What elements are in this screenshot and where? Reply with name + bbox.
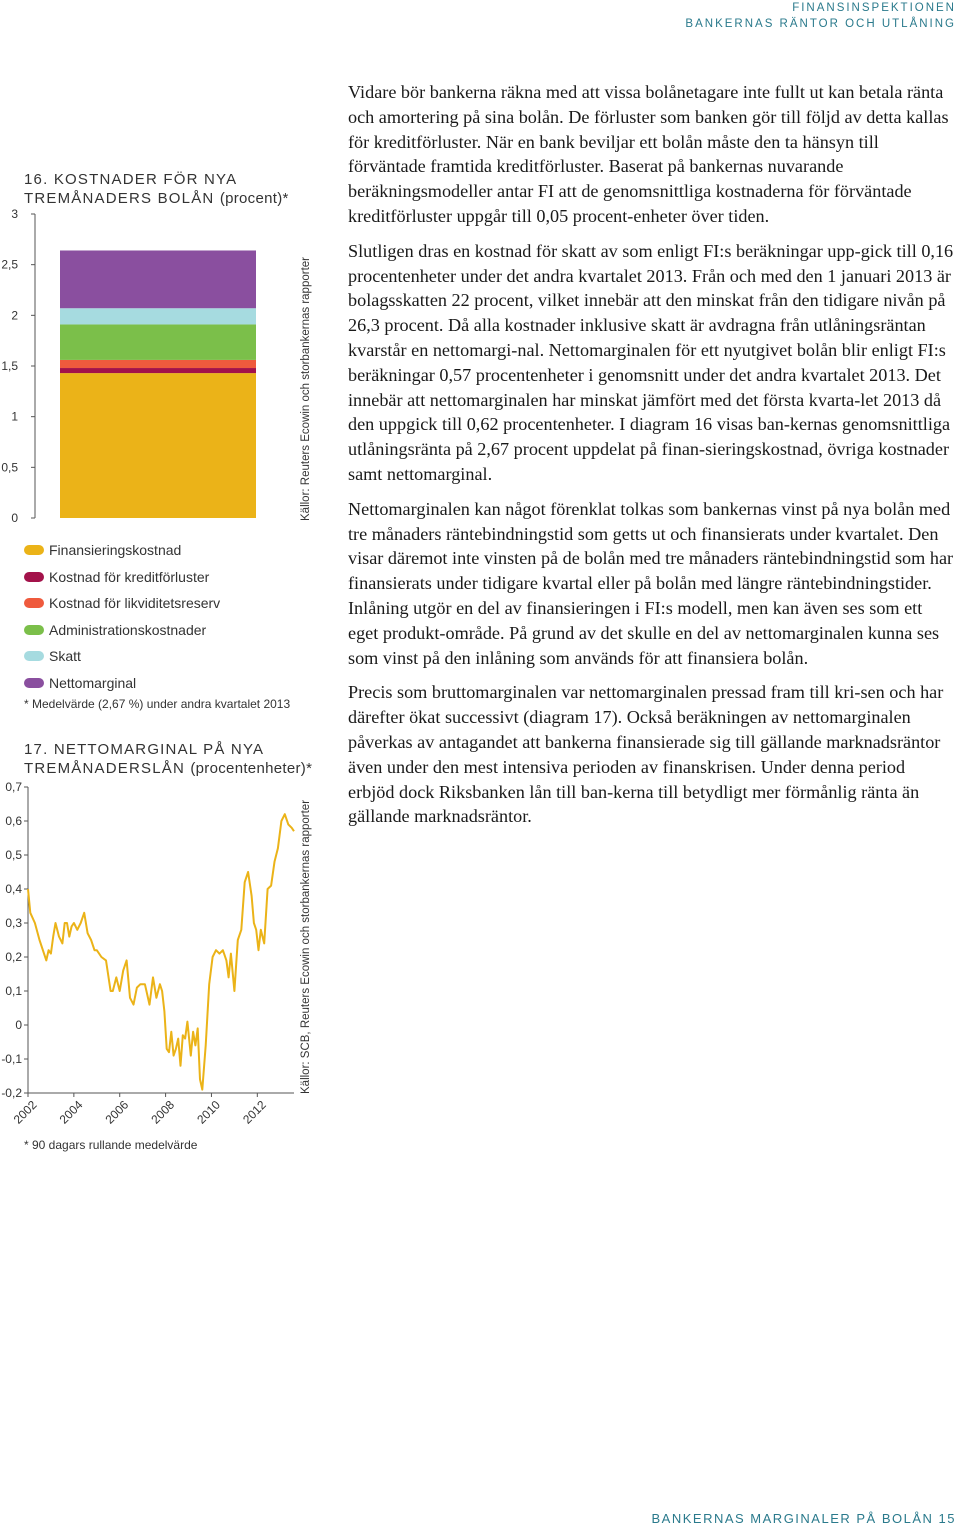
chart16-number: 16. [24, 171, 49, 188]
legend-swatch [24, 545, 44, 555]
legend-label: Nettomarginal [49, 674, 137, 691]
y-tick-label: 3 [11, 207, 18, 221]
y-tick-label: 0,7 [5, 780, 22, 794]
y-tick-label: 0 [15, 1018, 22, 1032]
chart16-legend [24, 537, 220, 696]
chart17-unit: (procentenheter)* [190, 760, 313, 777]
chart16-title-line2: TREMÅNADERS BOLÅN [24, 190, 215, 207]
legend-item-finansieringskostnad [24, 537, 220, 564]
page-number: 15 [938, 1511, 956, 1526]
y-tick-label: -0,2 [1, 1086, 22, 1100]
y-tick-label: 0,3 [5, 916, 22, 930]
y-tick-label: 0,5 [1, 460, 18, 475]
y-tick-label: 0,5 [5, 848, 22, 862]
x-tick-label: 2008 [148, 1097, 178, 1127]
chart16-title-line1: KOSTNADER FÖR NYA [53, 171, 238, 188]
bar-segment-finansieringskostnad [60, 373, 256, 518]
header-report: BANKERNAS RÄNTOR OCH UTLÅNING [685, 18, 956, 30]
legend-swatch [24, 678, 44, 688]
header-org: FINANSINSPEKTIONEN [792, 2, 956, 14]
x-tick-label: 2006 [102, 1097, 132, 1127]
y-tick-label: 1,5 [1, 359, 18, 373]
bar-segment-skatt [60, 308, 256, 324]
bar-segment-nettomarginal [60, 250, 256, 308]
chart17-source: Källor: SCB, Reuters Ecowin och storbankernas rapporter [300, 799, 312, 1094]
chart17-title-line1: NETTOMARGINAL PÅ NYA [53, 741, 265, 758]
page-footer [652, 1511, 957, 1526]
x-tick-label: 2012 [240, 1097, 269, 1127]
legend-item-kreditforluster [24, 564, 220, 591]
x-tick-label: 2004 [56, 1097, 86, 1127]
chart16-plot [0, 200, 300, 540]
legend-swatch [24, 598, 44, 608]
nettomarginal-line [28, 814, 294, 1089]
y-tick-label: 0 [11, 511, 18, 525]
chart16-unit: (procent)* [219, 190, 289, 207]
y-tick-label: 0,4 [5, 882, 22, 896]
paragraph: Slutligen dras en kostnad för skatt av som enligt FI:s beräkningar upp-gick till 0,16 procentenheter under det andra kvartalet 2013. Från och med den 1 januari 2013 är bolagsskatten 22 procent, vilket innebär att den minskat från den tidigare nivån på 26,3 procent. Då alla kostnader inklusive skatt är avdragna från utlåningsräntan kvarstår en nettomargi-nal. Nettomarginalen för ett nyutgivet bolån blir enligt FI:s beräkningar 0,57 procentenheter i genomsnitt under det andra kvartalet 2013. Det innebär att nettomarginalen har minskat jämfört med det första kvarta-let 2013 då den uppgick till 0,62 procentenheter. I diagram 16 visas ban-kernas genomsnittliga utlåningsränta på 2,67 procent uppdelat på finan-sieringskostnad, övriga kostnader samt nettomarginal. [348, 240, 954, 484]
y-tick-label: 2 [11, 308, 18, 323]
legend-item-administrationskostnader [24, 617, 220, 644]
legend-swatch [24, 572, 44, 582]
chart17-title [24, 740, 312, 778]
legend-item-likviditetsreserv [24, 590, 220, 617]
y-tick-label: 0,2 [5, 950, 22, 964]
chart16-source: Källor: Reuters Ecowin och storbankernas rapporter [300, 257, 312, 521]
legend-swatch [24, 625, 44, 635]
paragraph: Nettomarginalen kan något förenklat tolkas som bankernas vinst på nya bolån med tre månaders räntebindningstid som getts ut och finansierats under kvartalet. Den visar däremot inte vinsten på de bolån med tre månaders räntebindningstid som har finansierats under tidigare kvartal eller på bolån med längre räntebindningstider. Inlåning utgör en del av finansieringen i FI:s modell, men kan även ses som ett eget produkt-område. På grund av det skulle en del av nettomarginalen kunna ses som vinst på den inlåning som används för att finansiera bolån. [348, 498, 954, 668]
y-tick-label: -0,1 [1, 1052, 22, 1066]
y-tick-label: 0,6 [5, 814, 22, 828]
legend-swatch [24, 651, 44, 661]
chart17-number: 17. [24, 741, 49, 758]
legend-label: Skatt [49, 648, 81, 665]
legend-label: Kostnad för kreditförluster [49, 568, 210, 585]
x-tick-label: 2010 [194, 1097, 224, 1127]
legend-label: Administrationskostnader [49, 621, 207, 638]
x-tick-label: 2002 [10, 1097, 40, 1127]
legend-item-skatt [24, 643, 220, 670]
y-tick-label: 0,1 [5, 984, 22, 998]
legend-label: Kostnad för likviditetsreserv [49, 595, 221, 612]
body-text [348, 80, 956, 839]
chart17-note: * 90 dagars rullande medelvärde [24, 1138, 198, 1152]
chart17-title-line2: TREMÅNADERSLÅN [24, 760, 185, 777]
y-tick-label: 1 [11, 409, 18, 424]
bar-segment-administrationskostnader [60, 324, 256, 359]
footer-section: BANKERNAS MARGINALER PÅ BOLÅN [651, 1511, 934, 1526]
legend-label: Finansieringskostnad [49, 542, 182, 559]
chart17-plot [0, 775, 300, 1145]
paragraph: Precis som bruttomarginalen var nettomarginalen pressad fram till kri-sen och har därefter ökat successivt (diagram 17). Också beräkningen av nettomarginalen påverkas av antagandet att bankerna finansierade sig till gällande marknadsräntor även under den mest intensiva perioden av finanskrisen. Under denna period erbjöd dock Riksbanken lån till ban-kerna till betydligt mer förmånlig ränta än gällande marknadsräntor. [348, 682, 944, 827]
paragraph: Vidare bör bankerna räkna med att vissa bolånetagare inte fullt ut kan betala ränta och amortering på sina bolån. De förluster som banken gör till följd av detta kallas för kreditförluster. När en bank beviljar ett bolån måste den ta hänsyn till förväntade framtida kreditförluster. Baserat på bankernas nuvarande beräkningsmodeller antar FI att de genomsnittliga kostnaderna för förväntade kreditförluster uppgår till 0,05 procent-enheter över tiden. [348, 82, 949, 226]
bar-segment-kostnad-f-r-kreditf-rluster [60, 368, 256, 373]
legend-item-nettomarginal [24, 670, 220, 697]
chart16-note: * Medelvärde (2,67 %) under andra kvartalet 2013 [24, 697, 291, 711]
y-tick-label: 2,5 [1, 257, 18, 272]
bar-segment-kostnad-f-r-likviditetsreserv [60, 360, 256, 368]
